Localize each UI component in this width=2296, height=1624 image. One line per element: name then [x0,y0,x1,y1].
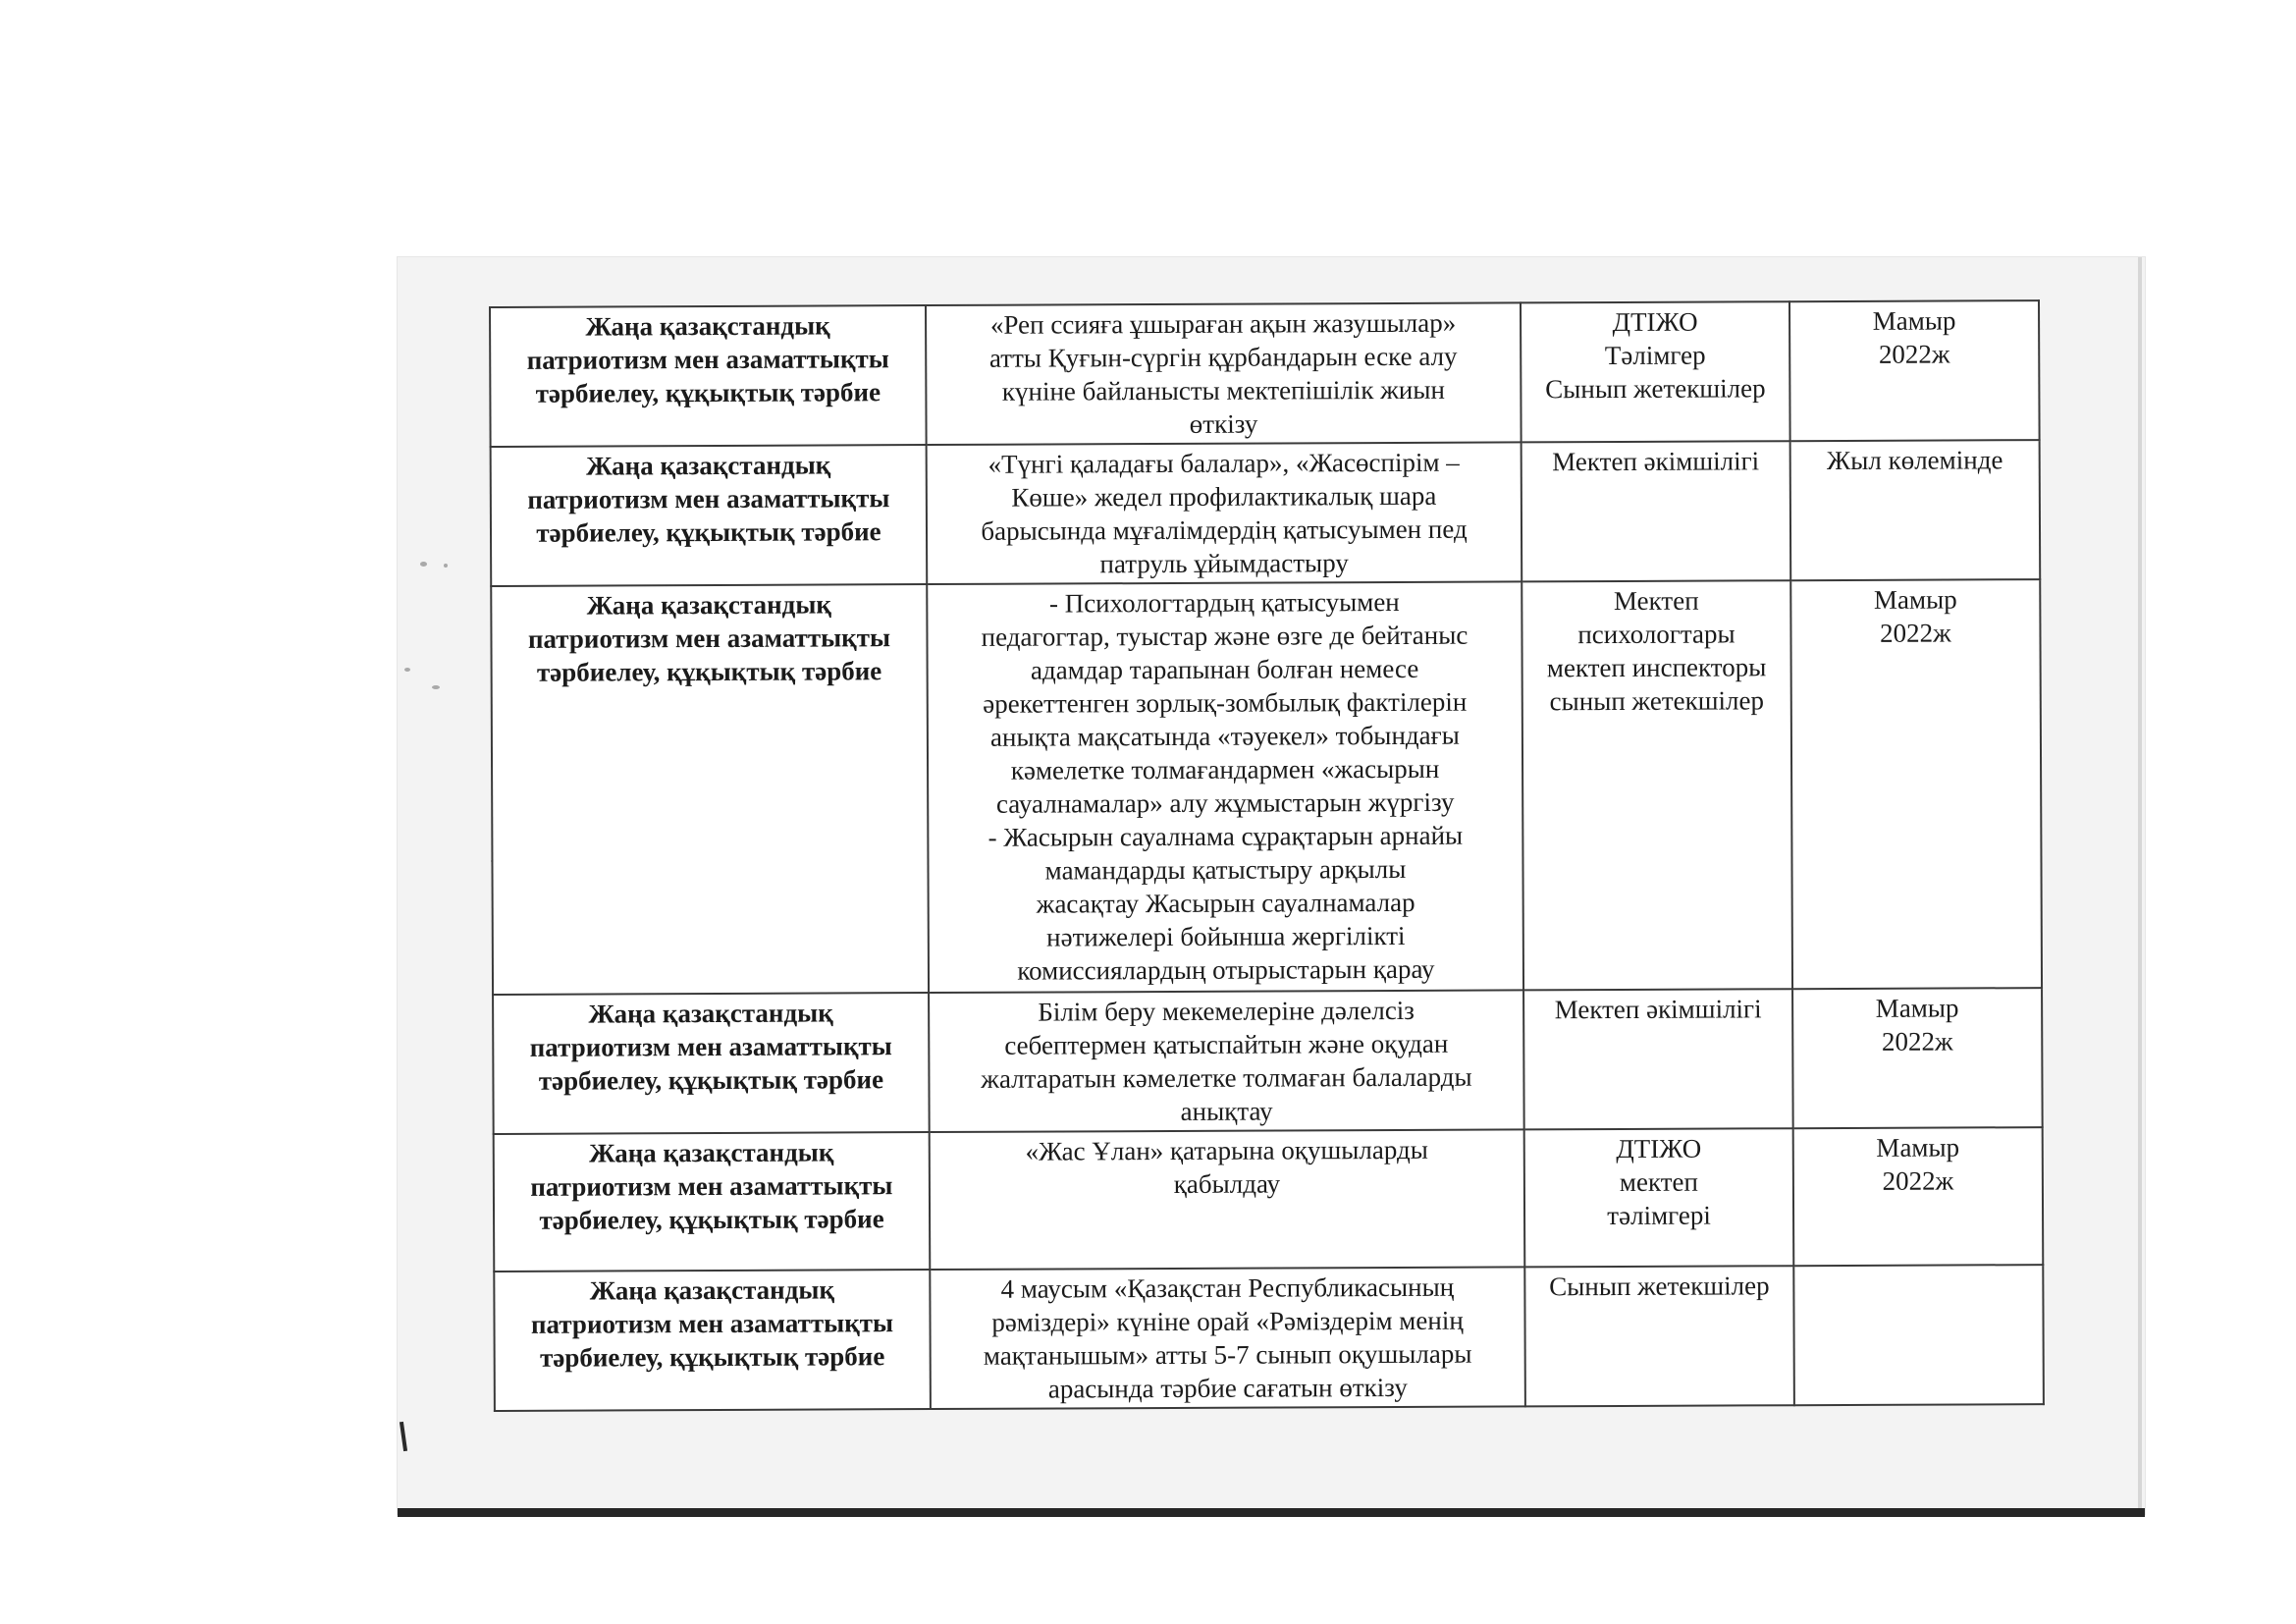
responsible-cell [1522,441,1791,581]
responsible-line: мектеп инспекторы [1546,652,1767,683]
date-cell [1790,440,2041,580]
event-line: мамандарды қатыстыру арқылы [1044,853,1407,886]
event-line: жасақтау Жасырын сауалнамалар [1036,887,1415,919]
event-line: 4 маусым «Қазақстан Республикасының [1000,1272,1455,1304]
responsible-line: Мектеп әкімшілігі [1554,994,1762,1025]
event-line: «Түнгі қаладағы балалар», «Жасөспірім – [988,447,1460,479]
responsible-line: Сынып жетекшілер [1549,1271,1770,1302]
table-row [491,440,2041,586]
event-line: қабылдау [1173,1168,1281,1199]
scan-speckle [404,668,410,672]
direction-cell [490,305,927,447]
event-line: кәмелетке толмағандармен «жасырын [1010,753,1440,785]
responsible-line: мектеп [1619,1166,1698,1197]
event-line: рәміздері» күніне орай «Рәміздерім менің [991,1305,1464,1337]
date-cell [1789,300,2040,441]
date-cell [1792,988,2043,1128]
responsible-line: психологтары [1577,619,1735,650]
date-line: 2022ж [1882,1165,1954,1196]
direction-line: патриотизм мен азаматтықты [530,1170,893,1202]
responsible-cell [1524,1266,1794,1406]
responsible-line: ДТІЖО [1612,306,1698,338]
direction-cell [494,1270,931,1411]
responsible-cell [1522,580,1792,990]
direction-line: тәрбиелеу, құқықтық тәрбие [536,656,882,687]
direction-cell [494,1132,931,1272]
event-line: «Реп ссияға ұшыраған ақын жазушылар» [989,307,1457,340]
direction-line: патриотизм мен азаматтықты [529,1031,892,1062]
table-row [493,988,2043,1134]
event-line: сауалнамалар» алу жұмыстарын жүргізу [995,786,1455,819]
event-cell [926,302,1522,445]
event-line: себептермен қатыспайтын және оқудан [1004,1028,1449,1060]
event-line: әрекеттенген зорлық-зомбылық фактілерін [983,686,1468,719]
table-row [490,300,2040,447]
direction-line: патриотизм мен азаматтықты [527,623,891,654]
direction-line: Жаңа қазақстандық [585,310,830,342]
event-line: адамдар тарапынан болған немесе [1030,653,1419,685]
event-line: анықта мақсатында «тәуекел» тобындағы [989,720,1460,752]
direction-line: Жаңа қазақстандық [588,998,833,1029]
event-line: комиссиялардың отырыстарын қарау [1017,953,1435,986]
date-line: Мамыр [1875,993,1959,1023]
event-cell [927,581,1523,993]
responsible-cell [1524,1128,1794,1267]
direction-line: тәрбиелеу, құқықтық тәрбие [536,516,881,548]
date-cell [1790,579,2042,989]
direction-line: патриотизм мен азаматтықты [530,1308,894,1339]
event-line: - Жасырын сауалнама сұрақтарын арнайы [988,820,1464,852]
event-line: барысында мұғалімдердің қатысуымен пед [981,514,1468,546]
event-cell [930,1129,1525,1270]
date-line: 2022ж [1878,339,1950,369]
event-line: патруль ұйымдастыру [1099,548,1349,579]
event-line: жалтаратын кәмелетке толмаған балаларды [981,1061,1472,1094]
direction-line: тәрбиелеу, құқықтық тәрбие [539,1204,884,1235]
scan-speckle [420,562,427,567]
event-line: Білім беру мекемелеріне дәлелсіз [1038,995,1415,1027]
event-line: атты Қуғын-сүргін құрбандарын еске алу [988,341,1458,373]
event-line: мақтанышым» атты 5-7 сынып оқушылары [983,1338,1472,1371]
event-line: нәтижелері бойынша жергілікті [1046,920,1406,952]
scan-bottom-edge [398,1508,2145,1517]
responsible-line: Мектеп әкімшілігі [1552,446,1760,477]
date-line: 2022ж [1881,1026,1953,1056]
direction-line: патриотизм мен азаматтықты [526,344,889,375]
scan-speckle [444,564,448,568]
direction-line: Жаңа қазақстандық [589,1274,835,1306]
direction-cell [493,993,930,1134]
direction-cell [491,445,928,586]
responsible-line: сынып жетекшілер [1549,685,1765,717]
responsible-cell [1521,301,1790,442]
event-line: анықтау [1180,1096,1273,1126]
direction-line: патриотизм мен азаматтықты [527,483,890,514]
table-row [494,1265,2044,1411]
table-row [494,1127,2044,1272]
date-cell [1793,1127,2044,1266]
event-line: - Психологтардың қатысуымен [1048,586,1400,619]
direction-line: тәрбиелеу, құқықтық тәрбие [538,1064,884,1096]
date-line: Мамыр [1876,1132,1960,1163]
direction-line: тәрбиелеу, құқықтық тәрбие [535,377,881,408]
event-line: педагогтар, туыстар және өзге де бейтаныс [981,620,1468,652]
scan-right-edge [2138,257,2142,1514]
date-line: Мамыр [1872,305,1956,336]
event-line: «Жас Ұлан» қатарына оқушыларды [1025,1134,1428,1166]
responsible-line: Мектеп [1613,585,1699,617]
event-line: өткізу [1189,408,1258,439]
direction-line: Жаңа қазақстандық [586,589,832,621]
plan-table [489,299,2045,1412]
event-line: арасында тәрбие сағатын өткізу [1047,1372,1408,1404]
responsible-line: тәлімгері [1607,1200,1711,1231]
table-row [491,579,2042,995]
direction-line: Жаңа қазақстандық [589,1137,834,1168]
event-line: күніне байланысты мектепішілік жиын [1001,374,1445,406]
event-line: Көше» жедел профилактикалық шара [1011,480,1437,513]
direction-line: Жаңа қазақстандық [586,450,831,481]
direction-line: тәрбиелеу, құқықтық тәрбие [539,1341,885,1373]
responsible-line: Сынып жетекшілер [1545,373,1766,405]
date-line: 2022ж [1880,618,1951,648]
direction-cell [491,584,929,995]
date-line: Мамыр [1873,584,1957,615]
date-cell [1793,1265,2044,1405]
scan-speckle [432,685,440,689]
event-cell [929,990,1524,1132]
responsible-cell [1523,989,1793,1129]
event-cell [930,1267,1525,1409]
responsible-line: ДТІЖО [1616,1133,1702,1164]
date-line: Жыл көлемінде [1826,445,2003,476]
event-cell [927,442,1522,584]
responsible-line: Тәлімгер [1604,340,1706,371]
